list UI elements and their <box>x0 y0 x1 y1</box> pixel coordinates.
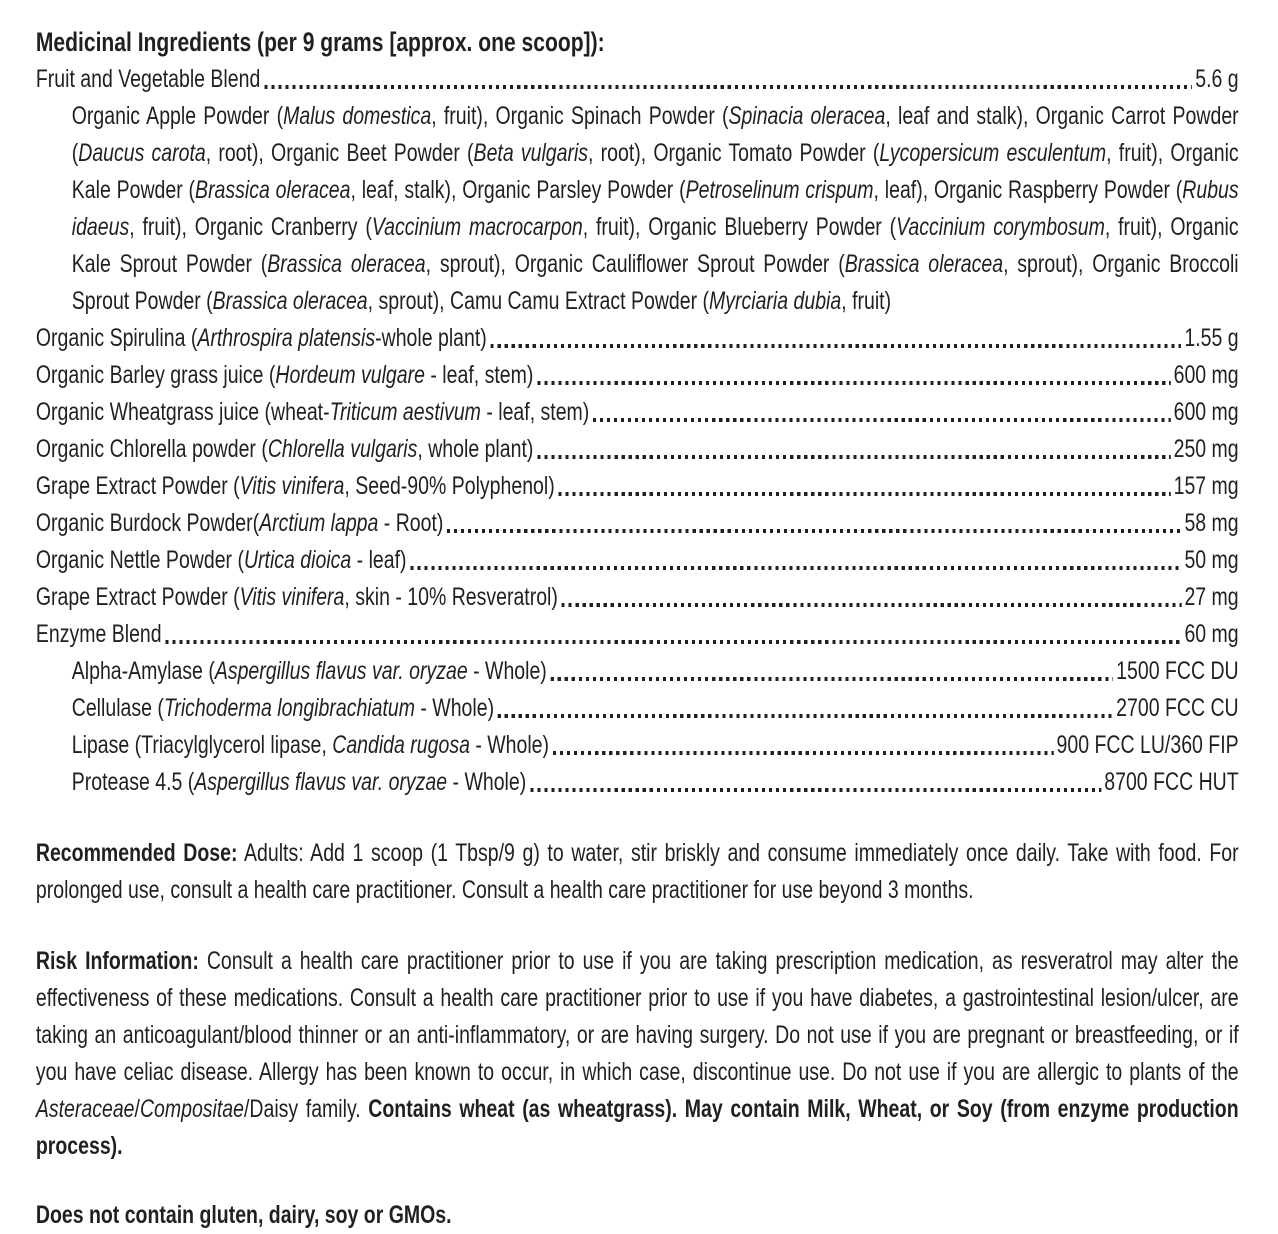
ingredient-name: Grape Extract Powder (Vitis vinifera, skin - 10% Resveratrol) <box>35 583 558 611</box>
blend-composition: Organic Apple Powder (Malus domestica, fruit), Organic Spinach Powder (Spinacia oleracea, leaf and stalk), Organic Carrot Powder (Daucus carota, root), Organic Beet Powder (Beta vulgaris, root), Organic Tomato Powder (Lycopersicum esculentum, fruit), Organic Kale Powder (Brassica oleracea, leaf, stalk), Organic Parsley Powder (Petroselinum crispum, leaf), Organic Raspberry Powder (Rubus idaeus, fruit), Organic Cranberry (Vaccinium macrocarpon, fruit), Organic Blueberry Powder (Vaccinium corymbosum, fruit), Organic Kale Sprout Powder (Brassica oleracea, sprout), Organic Cauliflower Sprout Powder (Brassica oleracea, sprout), Organic Broccoli Sprout Powder (Brassica oleracea, sprout), Camu Camu Extract Powder (Myrciaria dubia, fruit) <box>71 102 1239 315</box>
recommended-dose-label: Recommended Dose: <box>35 839 238 867</box>
dot-leader <box>447 529 1181 533</box>
dot-leader <box>537 455 1170 459</box>
ingredient-amount: 8700 FCC HUT <box>1104 768 1239 796</box>
ingredient-name: Organic Wheatgrass juice (wheat-Triticum aestivum - leaf, stem) <box>35 398 590 426</box>
ingredient-name: Organic Barley grass juice (Hordeum vulgare - leaf, stem) <box>35 361 534 389</box>
ingredient-row <box>36 394 1239 431</box>
dot-leader <box>498 714 1113 718</box>
ingredient-amount: 58 mg <box>1184 509 1239 537</box>
dot-leader <box>559 492 1171 496</box>
recommended-dose-paragraph <box>36 835 1239 909</box>
risk-information-text: Consult a health care practitioner prior to use if you are taking prescription medication, as resveratrol may alter the effectiveness of these medications. Consult a health care practitioner prior to use if you have diabetes, a gastrointestinal lesion/ulcer, are taking an anticoagulant/blood thinner or an anti-inflammatory, or are having surgery. Do not use if you are pregnant or breastfeeding, or if you have celiac disease. Allergy has been known to occur, in which case, discontinue use. Do not use if you are allergic to plants of the Asteraceae/Compositae/Daisy family. Contains wheat (as wheatgrass). May contain Milk, Wheat, or Soy (from enzyme production process). <box>35 947 1239 1160</box>
ingredient-amount: 1.55 g <box>1184 324 1239 352</box>
dot-leader <box>530 788 1101 792</box>
ingredient-row <box>36 542 1239 579</box>
ingredient-row <box>36 357 1239 394</box>
ingredient-row <box>36 431 1239 468</box>
ingredient-amount: 600 mg <box>1173 361 1239 389</box>
dot-leader <box>264 85 1192 89</box>
enzyme-sub-row <box>36 653 1239 690</box>
ingredient-amount: 157 mg <box>1173 472 1239 500</box>
enzyme-sub-row <box>36 764 1239 801</box>
risk-information-paragraph <box>36 943 1239 1165</box>
recommended-dose-text: Adults: Add 1 scoop (1 Tbsp/9 g) to water, stir briskly and consume immediately once daily. Take with food. For prolonged use, consult a health care practitioner. Consult a health care practitioner for use beyond 3 months. <box>35 839 1239 904</box>
ingredient-name: Organic Spirulina (Arthrospira platensis-whole plant) <box>35 324 487 352</box>
section-title: Medicinal Ingredients (per 9 grams [approx. one scoop]): <box>35 27 605 57</box>
enzyme-sub-row <box>36 690 1239 727</box>
ingredient-amount: 5.6 g <box>1195 65 1239 93</box>
ingredient-amount: 27 mg <box>1184 583 1239 611</box>
ingredient-name: Organic Nettle Powder (Urtica dioica - leaf) <box>35 546 407 574</box>
ingredient-amount: 50 mg <box>1184 546 1239 574</box>
dot-leader <box>166 640 1182 644</box>
enzyme-sub-row <box>36 727 1239 764</box>
ingredient-name: Fruit and Vegetable Blend <box>35 65 261 93</box>
dot-leader <box>491 344 1182 348</box>
dot-leader <box>410 566 1181 570</box>
dot-leader <box>562 603 1182 607</box>
does-not-contain-statement: Does not contain gluten, dairy, soy or GMOs. <box>35 1201 452 1229</box>
ingredient-name: Enzyme Blend <box>35 620 162 648</box>
ingredient-row <box>36 505 1239 542</box>
ingredient-row <box>36 61 1239 98</box>
ingredient-amount: 250 mg <box>1173 435 1239 463</box>
ingredient-name: Grape Extract Powder (Vitis vinifera, Seed-90% Polyphenol) <box>35 472 555 500</box>
ingredient-amount: 600 mg <box>1173 398 1239 426</box>
ingredient-amount: 1500 FCC DU <box>1116 657 1239 685</box>
ingredient-amount: 60 mg <box>1184 620 1239 648</box>
dot-leader <box>551 677 1113 681</box>
ingredient-name: Organic Burdock Powder(Arctium lappa - Root) <box>35 509 444 537</box>
ingredient-name: Organic Chlorella powder (Chlorella vulgaris, whole plant) <box>35 435 534 463</box>
ingredient-amount: 2700 FCC CU <box>1116 694 1239 722</box>
ingredient-name: Protease 4.5 (Aspergillus flavus var. oryzae - Whole) <box>71 768 527 796</box>
ingredient-row <box>36 616 1239 653</box>
risk-information-label: Risk Information: <box>35 947 199 975</box>
dot-leader <box>593 418 1170 422</box>
ingredient-name: Lipase (Triacylglycerol lipase, Candida rugosa - Whole) <box>71 731 550 759</box>
ingredient-amount: 900 FCC LU/360 FIP <box>1056 731 1239 759</box>
ingredient-row <box>36 468 1239 505</box>
dot-leader <box>537 381 1170 385</box>
dot-leader <box>553 751 1054 755</box>
ingredient-row <box>36 579 1239 616</box>
ingredient-name: Cellulase (Trichoderma longibrachiatum - Whole) <box>71 694 495 722</box>
ingredient-name: Alpha-Amylase (Aspergillus flavus var. oryzae - Whole) <box>71 657 547 685</box>
ingredient-row <box>36 320 1239 357</box>
